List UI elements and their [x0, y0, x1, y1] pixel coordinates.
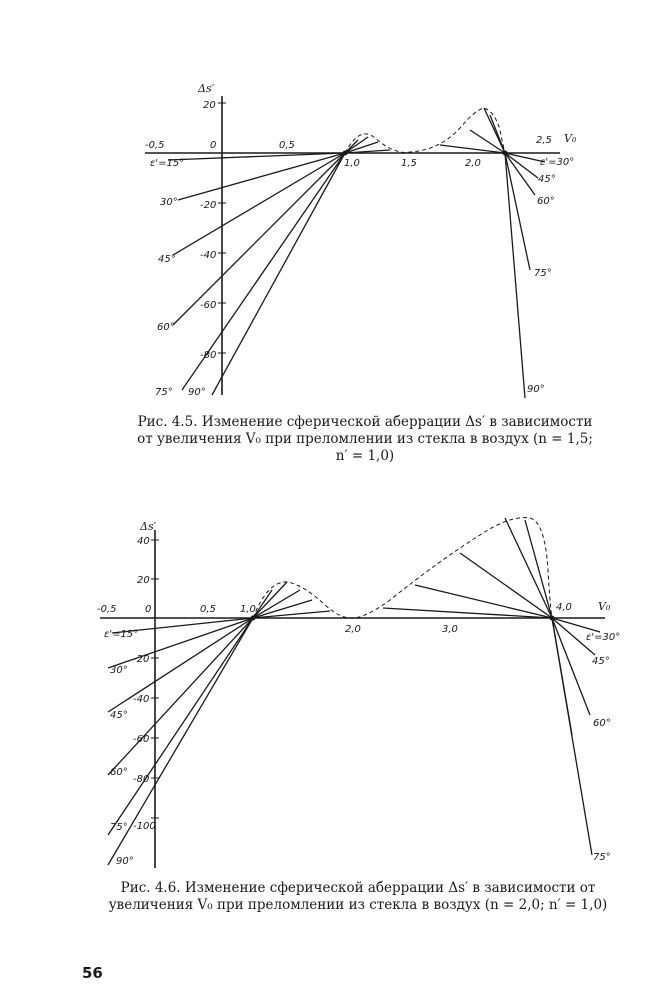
fig2-angle-label: 30° — [110, 665, 128, 676]
figure-4-6 — [97, 518, 620, 868]
fig2-ytick: -60 — [133, 734, 150, 745]
fig1-angle-label: 75° — [155, 387, 173, 398]
fig2-right-upper-lines — [383, 518, 552, 618]
fig2-xtick: 3,0 — [442, 624, 458, 635]
figure-caption-4-5: Рис. 4.5. Изменение сферической аберрации Δs′ в зависимости от увеличения V₀ при преломлении из стекла в воздух (n = 1,5; n′ = 1,0) — [137, 414, 593, 464]
fig2-ytick: -80 — [133, 774, 150, 785]
fig1-xtick: 0,5 — [279, 140, 295, 151]
fig2-left-fan — [108, 618, 253, 865]
fig2-xtick: 1,0 — [240, 604, 256, 615]
fig2-angle-label: ε'=15° — [104, 629, 139, 640]
fig2-ytick: 40 — [137, 536, 150, 547]
fig2-angle-label: 90° — [116, 856, 134, 867]
fig1-x-title: V₀ — [564, 132, 577, 145]
fig1-line-15 — [168, 153, 345, 160]
fig2-ytick: -20 — [133, 654, 150, 665]
fig2-angle-label: 75° — [593, 852, 611, 863]
fig2-xtick: 0,5 — [200, 604, 216, 615]
fig2-line-75 — [108, 618, 253, 835]
fig1-angle-label: ε'=30° — [540, 157, 575, 168]
fig2-angle-label: 60° — [110, 767, 128, 778]
fig1-angle-label: 90° — [527, 384, 545, 395]
fig2-ytick: -100 — [133, 821, 156, 832]
fig1-xtick: 0 — [210, 140, 217, 151]
fig1-xtick: 2,0 — [465, 158, 481, 169]
fig1-angle-label: 90° — [188, 387, 206, 398]
fig2-angle-label: 45° — [592, 656, 610, 667]
fig1-envelope — [345, 108, 505, 153]
fig2-angle-label: 45° — [110, 710, 128, 721]
fig1-angle-label: 60° — [157, 322, 175, 333]
fig2-ytick: -40 — [133, 694, 150, 705]
fig1-xtick: 2,5 — [536, 135, 552, 146]
fig1-right-upper-lines — [440, 108, 505, 153]
fig1-xtick: 1,5 — [401, 158, 417, 169]
fig2-xtick: 2,0 — [345, 624, 361, 635]
fig2-right-fan — [552, 618, 600, 855]
fig1-angle-label: ε'=15° — [150, 158, 185, 169]
fig1-ytick: 20 — [203, 100, 216, 111]
fig2-angle-label: 75° — [110, 822, 128, 833]
fig2-xtick: 0 — [145, 604, 152, 615]
fig1-y-title: Δs′ — [198, 82, 215, 95]
fig2-line-90 — [108, 618, 253, 865]
fig2-line-60 — [108, 618, 253, 775]
fig1-angle-label: 45° — [538, 174, 556, 185]
fig2-angle-label: 60° — [593, 718, 611, 729]
fig1-angle-label: 60° — [537, 196, 555, 207]
fig2-upper-small-lines — [253, 582, 330, 618]
fig1-xtick: -0,5 — [145, 140, 165, 151]
page-number: 56 — [82, 964, 103, 982]
fig2-angle-label: ε'=30° — [586, 632, 621, 643]
fig2-xtick: 4,0 — [556, 602, 572, 613]
fig1-ytick: -40 — [200, 250, 217, 261]
figure-4-5 — [145, 82, 577, 398]
fig1-line-30 — [178, 153, 345, 200]
fig1-ytick: -20 — [200, 200, 217, 211]
fig1-left-fan — [168, 153, 345, 395]
fig1-ytick: -60 — [200, 300, 217, 311]
figure-caption-4-6: Рис. 4.6. Изменение сферической аберрации Δs′ в зависимости от увеличения V₀ при преломлении из стекла в воздух (n = 2,0; n′ = 1,0) — [108, 880, 608, 913]
fig1-angle-label: 30° — [160, 197, 178, 208]
fig1-upper-small-lines — [345, 137, 390, 153]
fig1-line-90 — [212, 153, 345, 395]
fig2-x-title: V₀ — [598, 600, 611, 613]
fig2-y-title: Δs′ — [140, 520, 157, 533]
fig2-ytick: 20 — [137, 575, 150, 586]
fig1-angle-label: 75° — [534, 268, 552, 279]
fig1-ytick: -80 — [200, 350, 217, 361]
fig2-xtick: -0,5 — [97, 604, 117, 615]
fig1-xtick: 1,0 — [344, 158, 360, 169]
fig1-angle-label: 45° — [158, 254, 176, 265]
fig2-envelope — [253, 518, 552, 619]
